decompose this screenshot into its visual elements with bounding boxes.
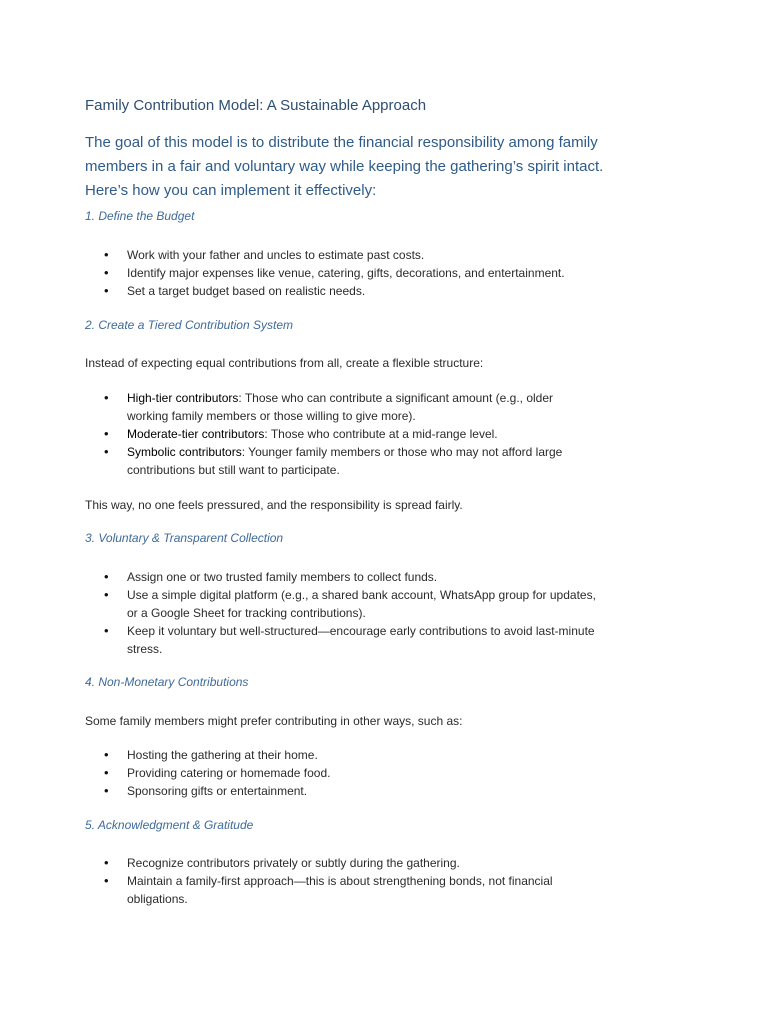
intro-paragraph: The goal of this model is to distribute the financial responsibility among family members in a fair and voluntary way while keeping the gathering’s spirit intact. Here’s how you can implement it effectively: [85, 134, 604, 199]
tiered-list [85, 389, 585, 479]
list-item: • Set a target budget based on realistic needs. [85, 282, 625, 300]
list-item [85, 389, 585, 425]
collection-list [85, 568, 597, 658]
tiered-lead: Instead of expecting equal contributions from all, create a flexible structure: [85, 356, 484, 370]
section-heading-acknowledgment: 5. Acknowledgment & Gratitude [85, 818, 254, 832]
tier-term: High-tier contributors [127, 391, 239, 405]
tier-description: : Those who can contribute a significant amount (e.g., older working family members or those willing to give more). [127, 391, 553, 423]
section-heading-collection: 3. Voluntary & Transparent Collection [85, 531, 284, 545]
tier-description: : Those who contribute at a mid-range level. [264, 427, 498, 441]
list-item: • Use a simple digital platform (e.g., a shared bank account, WhatsApp group for updates, or a Google Sheet for tracking contributions). [85, 586, 597, 622]
tiered-closing: This way, no one feels pressured, and the responsibility is spread fairly. [85, 498, 463, 512]
tier-term: Symbolic contributors [127, 445, 242, 459]
list-item [85, 425, 585, 443]
list-item: • Keep it voluntary but well-structured—encourage early contributions to avoid last-minute stress. [85, 622, 597, 658]
section-heading-budget: 1. Define the Budget [85, 209, 195, 223]
budget-list [85, 246, 625, 300]
section-heading-non-monetary: 4. Non-Monetary Contributions [85, 675, 249, 689]
acknowledgment-list [85, 854, 575, 908]
list-item: • Maintain a family-first approach—this is about strengthening bonds, not financial obligations. [85, 872, 575, 908]
tier-term: Moderate-tier contributors [127, 427, 265, 441]
page-title: Family Contribution Model: A Sustainable Approach [85, 97, 427, 114]
list-item: • Hosting the gathering at their home. [85, 746, 605, 764]
list-item: • Providing catering or homemade food. [85, 764, 605, 782]
list-item: • Work with your father and uncles to estimate past costs. [85, 246, 625, 264]
tier-description: : Younger family members or those who may not afford large contributions but still want to participate. [127, 445, 563, 477]
list-item: • Sponsoring gifts or entertainment. [85, 782, 605, 800]
section-heading-tiered: 2. Create a Tiered Contribution System [85, 318, 293, 332]
list-item [85, 443, 585, 479]
list-item: • Identify major expenses like venue, catering, gifts, decorations, and entertainment. [85, 264, 625, 282]
non-monetary-lead: Some family members might prefer contributing in other ways, such as: [85, 714, 463, 728]
non-monetary-list [85, 746, 605, 800]
list-item: • Assign one or two trusted family members to collect funds. [85, 568, 597, 586]
list-item: • Recognize contributors privately or subtly during the gathering. [85, 854, 575, 872]
